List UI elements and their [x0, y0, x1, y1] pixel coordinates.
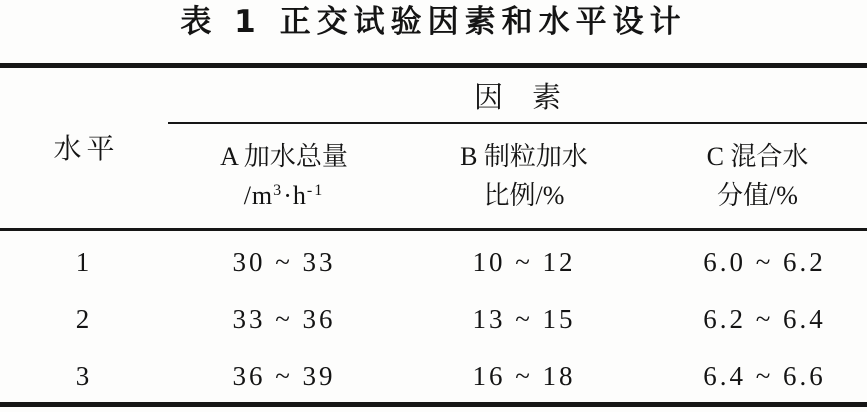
column-b-unit: 比例/%	[483, 181, 565, 210]
column-a-name: A 加水总量	[220, 142, 348, 171]
row1-level-cell: 1	[75, 246, 93, 277]
row2-col-c-cell: 6.2 ~ 6.4	[703, 303, 826, 334]
row1-col-c-cell: 6.0 ~ 6.2	[703, 246, 826, 277]
row2-level-cell: 2	[75, 303, 93, 334]
column-a-unit: $/m^3\cdot h^{-1}$	[243, 181, 325, 210]
row3-level-cell: 3	[75, 360, 93, 391]
table-title-text: 正交试验因素和水平设计	[279, 4, 687, 40]
row1-col-a-cell: 30 ~ 33	[232, 246, 336, 277]
header-bottom-rule	[0, 228, 867, 231]
table-number-label: 表 1	[180, 4, 262, 40]
column-b-name: B 制粒加水	[460, 142, 588, 171]
factors-underline-rule	[168, 122, 867, 124]
row3-col-c-cell: 6.4 ~ 6.6	[703, 360, 826, 391]
column-c-unit: 分值/%	[717, 181, 798, 210]
bottom-border-rule	[0, 402, 867, 407]
superscript-minus-1: -1	[306, 182, 325, 199]
row3-col-a-cell: 36 ~ 39	[232, 360, 336, 391]
factors-spanning-header: 因 素	[473, 81, 561, 114]
superscript-3: 3	[273, 182, 284, 199]
column-header-c	[648, 126, 867, 226]
column-c-name: C 混合水	[706, 142, 809, 171]
column-header-a	[168, 126, 400, 226]
column-header-b	[400, 126, 648, 226]
table-title	[0, 1, 867, 43]
row3-col-b-cell: 16 ~ 18	[472, 360, 576, 391]
row2-col-b-cell: 13 ~ 15	[472, 303, 576, 334]
level-header-cell: 水平	[53, 134, 120, 165]
row1-col-b-cell: 10 ~ 12	[472, 246, 576, 277]
row2-col-a-cell: 33 ~ 36	[232, 303, 336, 334]
